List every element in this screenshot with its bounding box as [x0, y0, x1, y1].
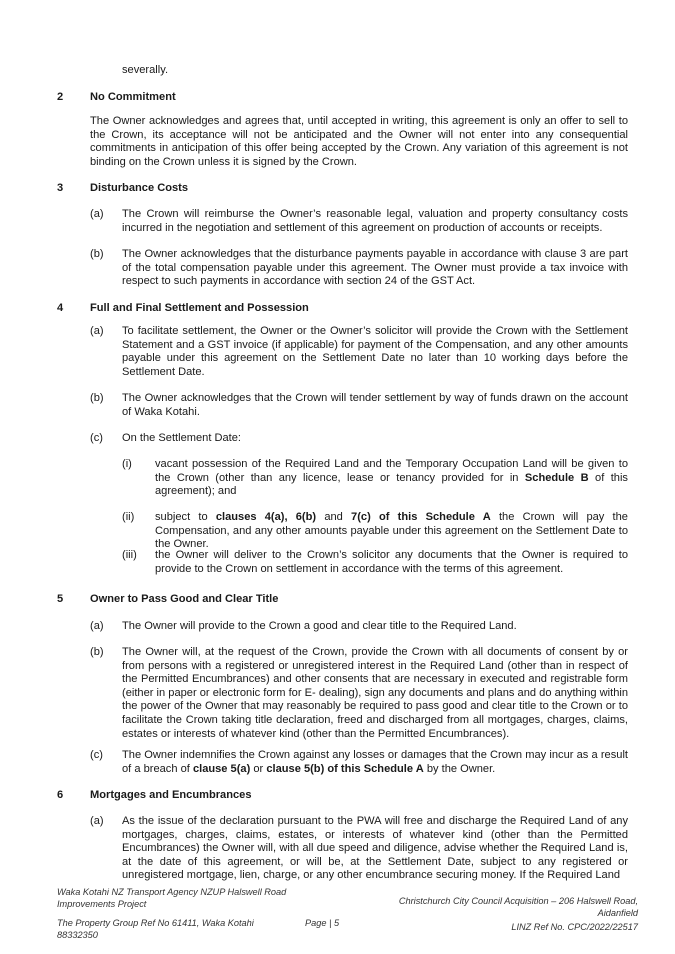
- section-number: 2: [57, 91, 64, 103]
- clause-label: (a): [90, 620, 104, 632]
- clause-text: On the Settlement Date:: [122, 432, 242, 444]
- section-number: 3: [57, 182, 64, 194]
- footer-reference: The Property Group Ref No 61411, Waka Kotahi 88332350: [57, 918, 254, 940]
- clause-label: (c): [90, 432, 103, 444]
- clause-label: (b): [90, 646, 104, 658]
- clause-text: The Owner indemnifies the Crown against any losses or damages that the Crown may incur as a result of a breach of clause 5(a) or clause 5(b) of this Schedule A by the Owner.: [122, 749, 628, 775]
- section-number: 6: [57, 789, 64, 801]
- clause-text: To facilitate settlement, the Owner or the Owner’s solicitor will provide the Crown with the Settlement Statement and a GST invoice (if applicable) for payment of the Compensation, and any other amounts payable under this agreement on the Settlement Date no later than 10 working days before the Settlement Date.: [122, 325, 628, 378]
- clause-label: (a): [90, 325, 104, 337]
- section-number: 5: [57, 593, 64, 605]
- section-body: The Owner acknowledges and agrees that, until accepted in writing, this agreement is only an offer to sell to the Crown, its acceptance will not be anticipated and the Owner will not enter into any consequential commitments in anticipation of this offer being accepted by the Crown. Any variation of this agreement is not binding on the Crown unless it is signed by the Crown.: [90, 115, 628, 168]
- subclause-label: (iii): [122, 549, 137, 561]
- subclause-label: (i): [122, 458, 132, 470]
- clause-label: (b): [90, 248, 104, 260]
- footer-linz-ref: LINZ Ref No. CPC/2022/22517: [511, 922, 638, 932]
- continued-text: severally.: [122, 64, 169, 76]
- clause-text: The Owner will, at the request of the Crown, provide the Crown with all documents of consent by or from persons with a registered or unregistered interest in the Required Land (other than in respect of the Permitted Encumbrances) and other consents that are necessary in executed and registrable form (either in paper or electronic form for E- dealing), sign any documents and plans and do anything within the power of the Owner that may reasonably be required to pass good and clear title to the Crown or to facilitate the Crown taking title declaration, freed and discharged from all mortgages, charges, claims, estates or interests of whatever kind (other than the Permitted Encumbrances).: [122, 646, 628, 740]
- clause-text: As the issue of the declaration pursuant to the PWA will free and discharge the Required Land of any mortgages, charges, claims, estates, or interests of whatever kind (other than the Permitted Encumbrances) the Owner will, with all due speed and diligence, advise whether the Required Land is, at the date of this agreement, or will be, at the Settlement Date, subject to any registered or unregistered mortgage, lien, charge, or any other encumbrance securing money. If the Required Land: [122, 815, 628, 882]
- clause-text: The Owner acknowledges that the disturbance payments payable in accordance with clause 3 are part of the total compensation payable under this agreement. The Owner must provide a tax invoice with respect to such payments in accordance with section 24 of the GST Act.: [122, 248, 628, 288]
- clause-text: The Crown will reimburse the Owner’s reasonable legal, valuation and property consultancy costs incurred in the negotiation and settlement of this agreement on production of accounts or receipts.: [122, 208, 628, 234]
- section-heading: Owner to Pass Good and Clear Title: [90, 593, 279, 605]
- clause-label: (a): [90, 208, 104, 220]
- footer-project: Waka Kotahi NZ Transport Agency NZUP Halswell Road Improvements Project: [57, 887, 287, 909]
- clause-label: (b): [90, 392, 104, 404]
- section-heading: No Commitment: [90, 91, 176, 103]
- clause-text: The Owner acknowledges that the Crown will tender settlement by way of funds drawn on the account of Waka Kotahi.: [122, 392, 628, 418]
- page-number: Page | 5: [305, 918, 340, 928]
- subclause-label: (ii): [122, 511, 135, 523]
- subclause-text: vacant possession of the Required Land and the Temporary Occupation Land will be given to the Crown (other than any licence, lease or tenancy provided for in Schedule B of this agreement); and: [155, 458, 628, 498]
- section-heading: Full and Final Settlement and Possession: [90, 302, 309, 314]
- section-heading: Disturbance Costs: [90, 182, 189, 194]
- subclause-text: subject to clauses 4(a), 6(b) and 7(c) of this Schedule A the Crown will pay the Compensation, and any other amounts payable under this agreement on the Settlement Date to the Owner.: [155, 511, 628, 551]
- clause-label: (a): [90, 815, 104, 827]
- clause-label: (c): [90, 749, 103, 761]
- section-number: 4: [57, 302, 64, 314]
- section-heading: Mortgages and Encumbrances: [90, 789, 252, 801]
- clause-text: The Owner will provide to the Crown a good and clear title to the Required Land.: [122, 620, 517, 632]
- subclause-text: the Owner will deliver to the Crown’s solicitor any documents that the Owner is required to provide to the Crown on settlement in accordance with the terms of this agreement.: [155, 549, 628, 575]
- footer-acquisition: Christchurch City Council Acquisition – 206 Halswell Road, Aidanfield: [398, 896, 638, 918]
